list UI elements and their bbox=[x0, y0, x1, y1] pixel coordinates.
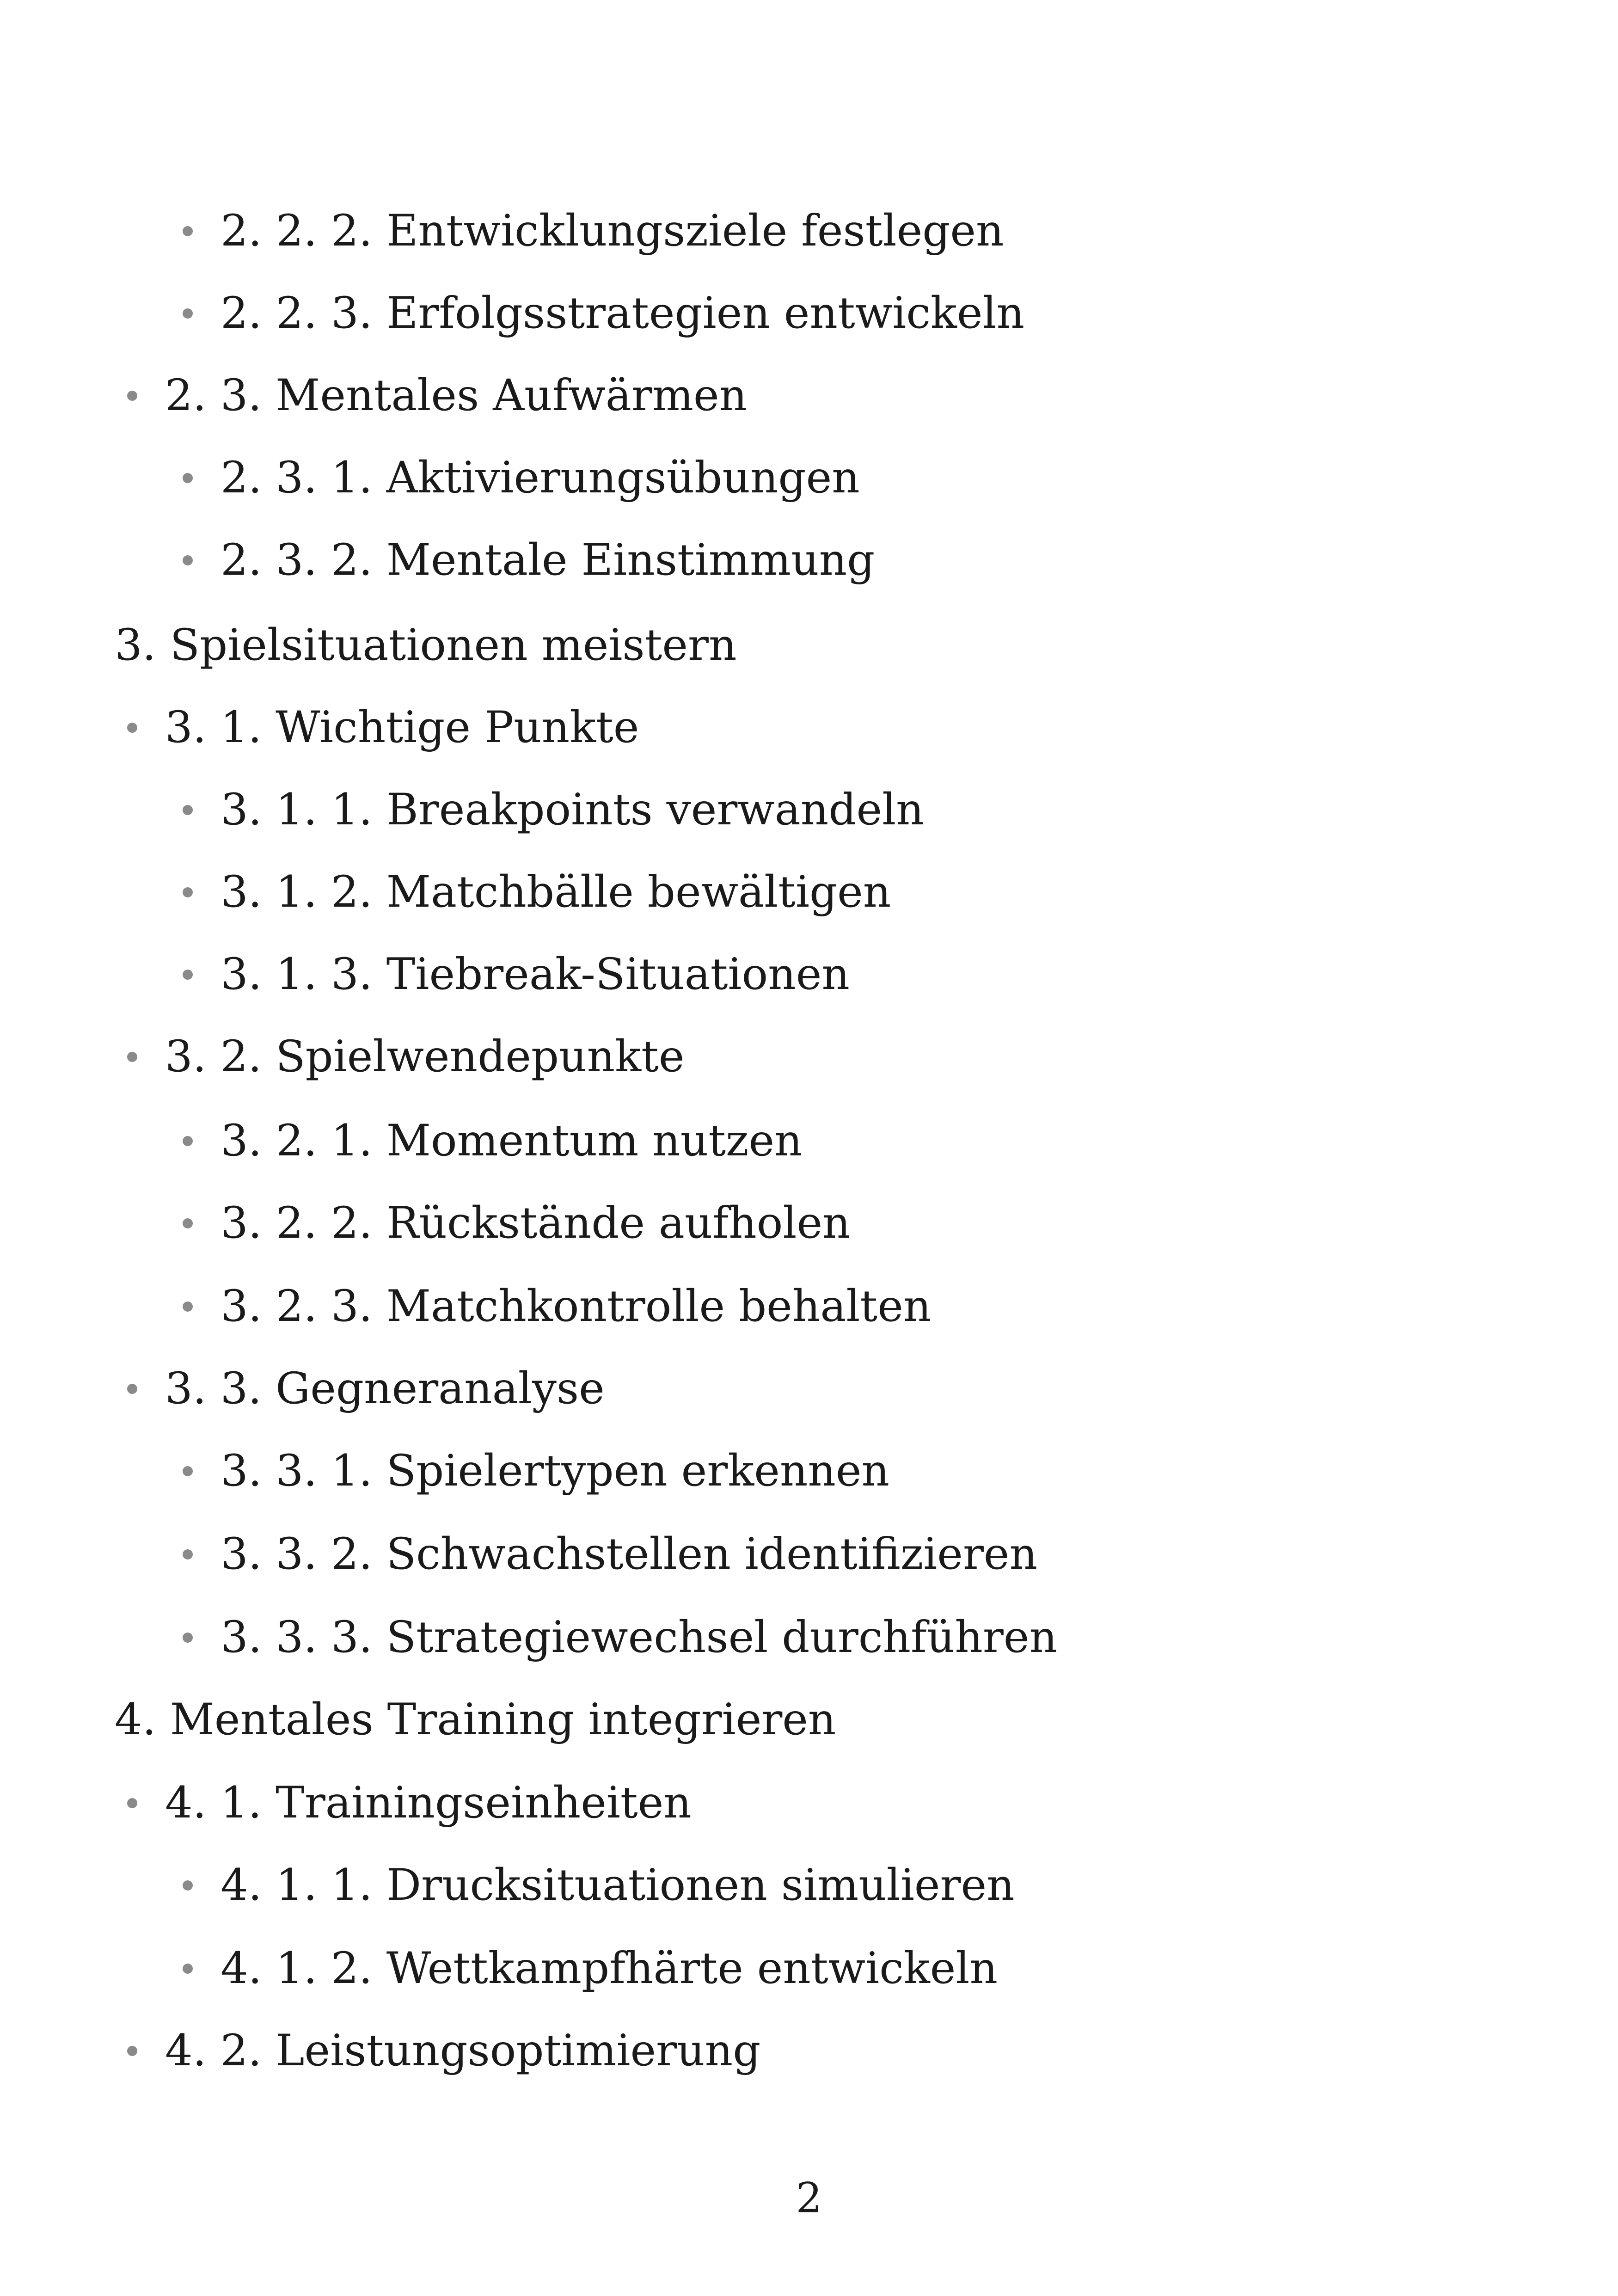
toc-entry-3-1-3 bbox=[183, 947, 850, 1002]
toc-entry-4-1-2 bbox=[183, 1941, 998, 1996]
bullet-icon bbox=[183, 473, 193, 483]
bullet-icon bbox=[183, 555, 193, 565]
toc-entry-2-2-2 bbox=[183, 203, 1004, 259]
bullet-icon bbox=[127, 1052, 137, 1062]
toc-entry-label: 3. 1. 3. Tiebreak-Situationen bbox=[221, 949, 850, 1000]
toc-entry-3-2 bbox=[127, 1029, 685, 1085]
toc-entry-label: 4. 2. Leistungsoptimierung bbox=[165, 2026, 761, 2076]
bullet-icon bbox=[127, 2046, 137, 2056]
toc-entry-label: 3. 2. 2. Rückstände aufholen bbox=[221, 1198, 851, 1248]
toc-chapter-label: 3. Spielsituationen meistern bbox=[115, 620, 737, 670]
toc-entry-label: 3. 1. 2. Matchbälle bewältigen bbox=[221, 867, 891, 917]
toc-entry-label: 3. 2. 1. Momentum nutzen bbox=[221, 1116, 803, 1166]
bullet-icon bbox=[183, 1964, 193, 1974]
toc-entry-3-2-2 bbox=[183, 1196, 851, 1251]
page-number: 2 bbox=[796, 2174, 822, 2222]
toc-entry-3-3-3 bbox=[183, 1610, 1057, 1665]
toc-entry-label: 3. 3. 2. Schwachstellen identifizieren bbox=[221, 1529, 1038, 1579]
bullet-icon bbox=[183, 805, 193, 815]
toc-chapter-4 bbox=[115, 1692, 836, 1748]
toc-entry-label: 3. 3. 1. Spielertypen erkennen bbox=[221, 1446, 890, 1496]
toc-entry-2-2-3 bbox=[183, 286, 1024, 341]
bullet-icon bbox=[183, 226, 193, 236]
toc-entry-label: 4. 1. 2. Wettkampfhärte entwickeln bbox=[221, 1943, 998, 1994]
toc-entry-label: 2. 3. 1. Aktivierungsübungen bbox=[221, 453, 860, 503]
toc-entry-3-1 bbox=[127, 700, 639, 755]
toc-entry-2-3-2 bbox=[183, 533, 875, 588]
toc-entry-label: 4. 1. Trainingseinheiten bbox=[165, 1778, 692, 1828]
toc-entry-label: 3. 3. Gegneranalyse bbox=[165, 1363, 605, 1414]
bullet-icon bbox=[183, 1549, 193, 1559]
bullet-icon bbox=[183, 970, 193, 980]
toc-entry-4-2 bbox=[127, 2023, 760, 2079]
toc-entry-label: 3. 1. Wichtige Punkte bbox=[165, 702, 639, 753]
toc-chapter-3 bbox=[115, 618, 737, 673]
toc-entry-3-2-3 bbox=[183, 1279, 931, 1334]
bullet-icon bbox=[183, 887, 193, 897]
toc-entry-label: 2. 2. 2. Entwicklungsziele festlegen bbox=[221, 206, 1004, 256]
toc-entry-label: 2. 3. Mentales Aufwärmen bbox=[165, 370, 748, 421]
toc-entry-4-1-1 bbox=[183, 1858, 1015, 1913]
toc-entry-2-3 bbox=[127, 368, 747, 424]
toc-entry-label: 3. 3. 3. Strategiewechsel durchführen bbox=[221, 1612, 1058, 1663]
bullet-icon bbox=[127, 1384, 137, 1394]
toc-entry-label: 3. 2. 3. Matchkontrolle behalten bbox=[221, 1281, 932, 1332]
toc-entry-3-3-2 bbox=[183, 1527, 1037, 1582]
bullet-icon bbox=[183, 1466, 193, 1476]
toc-entry-3-3-1 bbox=[183, 1443, 889, 1499]
bullet-icon bbox=[183, 308, 193, 319]
bullet-icon bbox=[183, 1633, 193, 1643]
toc-entry-3-3 bbox=[127, 1361, 605, 1417]
bullet-icon bbox=[183, 1218, 193, 1228]
toc-entry-4-1 bbox=[127, 1775, 692, 1831]
bullet-icon bbox=[183, 1136, 193, 1146]
toc-entry-label: 2. 3. 2. Mentale Einstimmung bbox=[221, 535, 875, 585]
toc-entry-3-1-1 bbox=[183, 782, 924, 838]
toc-entry-3-1-2 bbox=[183, 865, 891, 920]
toc-chapter-label: 4. Mentales Training integrieren bbox=[115, 1694, 836, 1745]
bullet-icon bbox=[183, 1301, 193, 1312]
bullet-icon bbox=[127, 723, 137, 733]
toc-entry-2-3-1 bbox=[183, 450, 860, 506]
toc-entry-label: 3. 2. Spielwendepunkte bbox=[165, 1031, 685, 1082]
bullet-icon bbox=[127, 1798, 137, 1808]
bullet-icon bbox=[127, 391, 137, 401]
bullet-icon bbox=[183, 1880, 193, 1891]
toc-entry-label: 3. 1. 1. Breakpoints verwandeln bbox=[221, 785, 924, 835]
toc-entry-3-2-1 bbox=[183, 1113, 803, 1169]
toc-entry-label: 4. 1. 1. Drucksituationen simulieren bbox=[221, 1860, 1015, 1910]
toc-entry-label: 2. 2. 3. Erfolgsstrategien entwickeln bbox=[221, 288, 1025, 338]
